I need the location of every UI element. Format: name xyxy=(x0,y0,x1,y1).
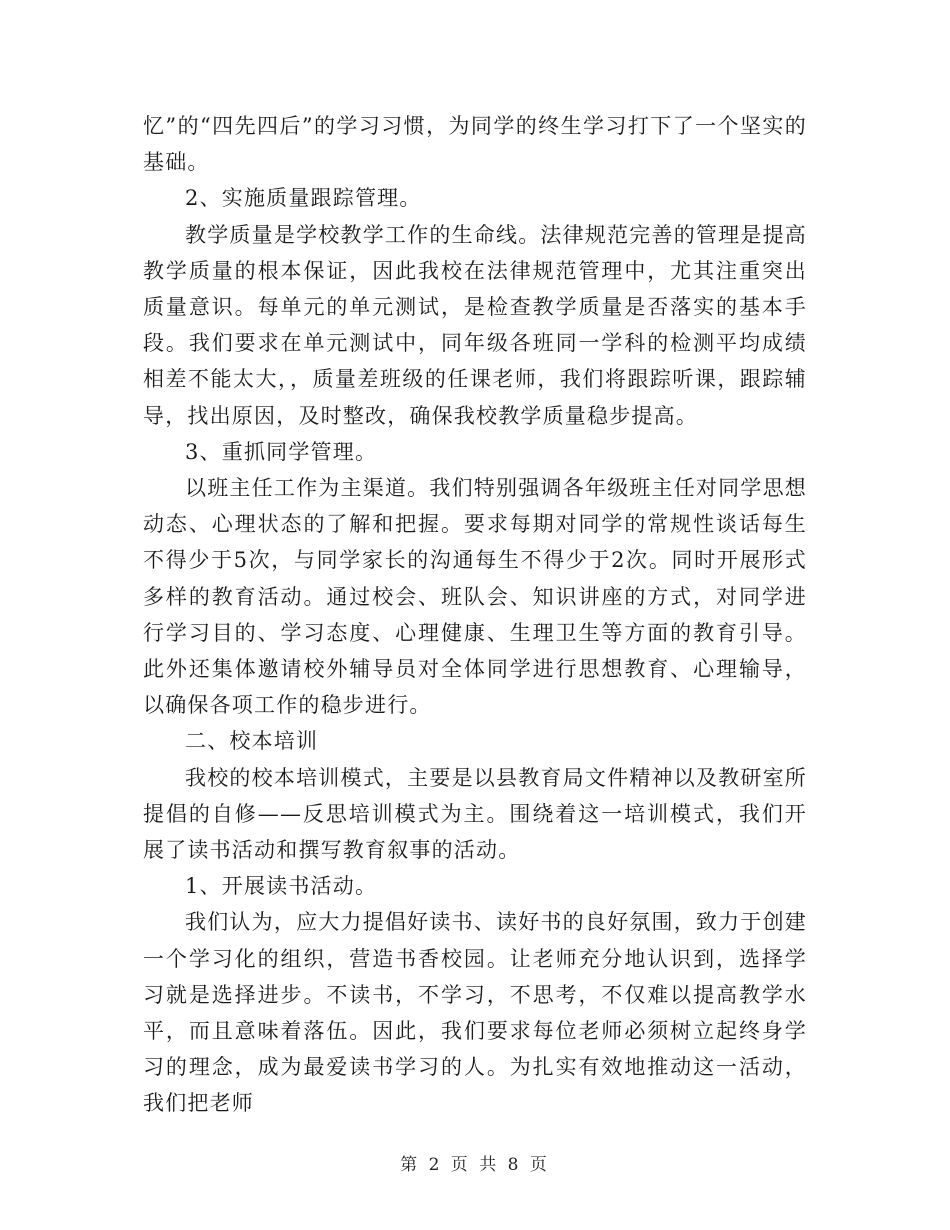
heading-school-training: 二、校本培训 xyxy=(185,729,319,754)
page-number: 第 2 页 共 8 页 xyxy=(400,1155,550,1175)
heading-quality-tracking: 2、实施质量跟踪管理。 xyxy=(185,186,422,211)
document-body xyxy=(143,108,807,1122)
paragraph-school-training: 我校的校本培训模式，主要是以县教育局文件精神以及教研室所提倡的自修——反思培训模式为主。围绕着这一培训模式，我们开展了读书活动和撰写教育叙事的活动。 xyxy=(143,765,807,863)
heading-reading-activity: 1、开展读书活动。 xyxy=(185,874,378,899)
heading-student-management: 3、重抓同学管理。 xyxy=(185,439,378,464)
paragraph-1: 忆”的“四先四后”的学习习惯，为同学的终生学习打下了一个坚实的基础。 xyxy=(143,114,807,175)
paragraph-student-management: 以班主任工作为主渠道。我们特别强调各年级班主任对同学思想动态、心理状态的了解和把握。要求每期对同学的常规性谈话每生不得少于5次，与同学家长的沟通每生不得少于2次。同时开展形式多样的教育活动。通过校会、班队会、知识讲座的方式，对同学进行学习目的、学习态度、心理健康、生理卫生等方面的教育引导。此外还集体邀请校外辅导员对全体同学进行思想教育、心理输导，以确保各项工作的稳步进行。 xyxy=(143,476,807,718)
paragraph-reading-activity: 我们认为，应大力提倡好读书、读好书的良好氛围，致力于创建一个学习化的组织，营造书香校园。让老师充分地认识到，选择学习就是选择进步。不读书，不学习，不思考，不仅难以提高教学水平，而且意味着落伍。因此，我们要求每位老师必须树立起终身学习的理念，成为最爱读书学习的人。为扎实有效地推动这一活动，我们把老师 xyxy=(143,910,807,1116)
paragraph-quality: 教学质量是学校教学工作的生命线。法律规范完善的管理是提高教学质量的根本保证，因此我校在法律规范管理中，尤其注重突出质量意识。每单元的单元测试，是检查教学质量是否落实的基本手段。我们要求在单元测试中，同年级各班同一学科的检测平均成绩相差不能太大，，质量差班级的任课老师，我们将跟踪听课，跟踪辅导，找出原因，及时整改，确保我校教学质量稳步提高。 xyxy=(143,222,807,428)
